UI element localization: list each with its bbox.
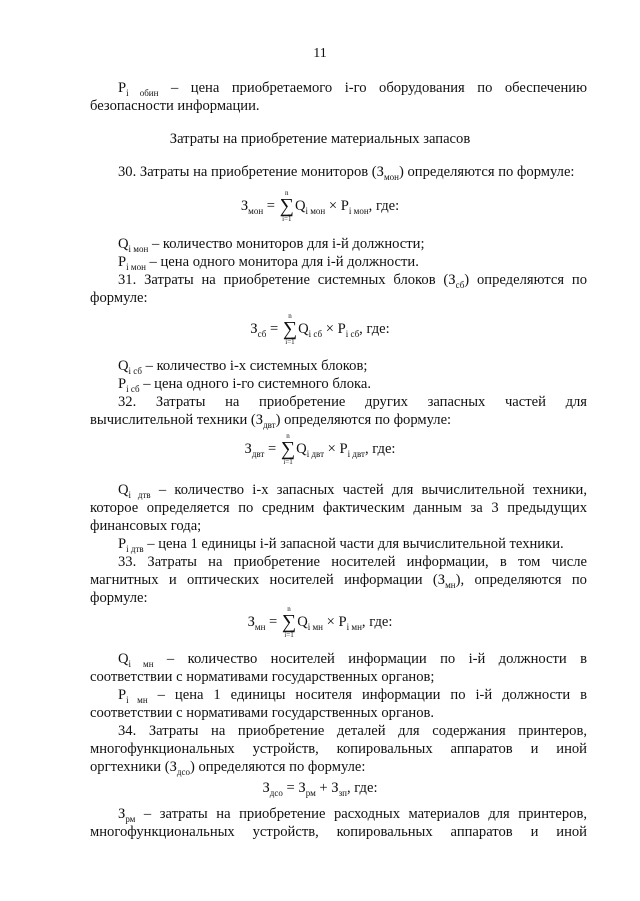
subscript: i обин xyxy=(126,87,159,98)
subscript: i сб xyxy=(345,328,360,339)
subscript: рм xyxy=(305,787,316,798)
text: вычислительной техники (З xyxy=(90,412,264,428)
text: 30. Затраты на приобретение мониторов (З xyxy=(118,164,384,180)
sigma: ∑ xyxy=(280,438,296,460)
sum-operator xyxy=(280,190,294,223)
text: ), определяются по xyxy=(455,572,587,588)
p32-line-1: 32. Затраты на приобретение других запасных частей для xyxy=(118,394,587,410)
subscript: зп xyxy=(338,787,347,798)
sum-lower: i=1 xyxy=(282,215,292,223)
subscript: двт xyxy=(251,448,265,459)
plus: + З xyxy=(315,780,339,796)
formula-lhs: З xyxy=(240,197,249,214)
p-symbol: P xyxy=(338,613,347,630)
p-symbol: P xyxy=(340,197,349,214)
text: – цена 1 единицы носителя информации по i-й должности в xyxy=(147,687,588,703)
subscript: мн xyxy=(445,579,456,590)
sum-lower: i=1 xyxy=(284,631,294,639)
formula-lhs: З xyxy=(262,780,270,796)
p-symbol: P xyxy=(337,320,346,337)
symbol: З xyxy=(118,806,126,822)
subscript: дсо xyxy=(176,766,190,777)
symbol: Q xyxy=(118,482,129,498)
p34-line-1: 34. Затраты на приобретение деталей для содержания принтеров, xyxy=(118,723,587,739)
subscript: рм xyxy=(125,813,136,824)
text: – затраты на приобретение расходных материалов для принтеров, xyxy=(135,806,587,822)
p31-line-2: формуле: xyxy=(90,290,148,306)
equals: = xyxy=(265,613,281,630)
text: – цена 1 единицы i-й запасной части для вычислительной техники. xyxy=(143,536,564,552)
subscript: двт xyxy=(263,419,276,430)
p33-line-3: формуле: xyxy=(90,590,148,606)
section-title: Затраты на приобретение материальных запасов xyxy=(169,131,471,147)
subscript: i сб xyxy=(126,383,140,394)
subscript: i дтв xyxy=(128,489,151,500)
formula-tail: , где: xyxy=(359,320,390,337)
p33-line-1: 33. Затраты на приобретение носителей информации, в том числе xyxy=(118,554,587,570)
text: магнитных и оптических носителей информации (З xyxy=(90,572,446,588)
sum-operator xyxy=(281,433,295,466)
sum-upper: n xyxy=(287,605,291,613)
subscript: мон xyxy=(248,205,264,216)
times: × xyxy=(322,320,338,337)
symbol: Q xyxy=(118,651,129,667)
symbol: P xyxy=(118,254,127,270)
formula-tail: , где: xyxy=(361,613,393,630)
text: ) определяются по формуле: xyxy=(275,412,452,428)
text: – количество мониторов для i-й должности; xyxy=(148,236,425,252)
sum-operator xyxy=(282,606,296,639)
text: ) определяются по формуле: xyxy=(189,759,366,775)
text: – количество i-х запасных частей для вычислительной техники, xyxy=(150,482,587,498)
sum-upper: n xyxy=(288,312,292,320)
sum-upper: n xyxy=(286,432,290,440)
symbol: P xyxy=(118,80,127,96)
p30-line-1 xyxy=(118,163,587,186)
p33-def-2-line-2: соответствии с нормативами государственных органов. xyxy=(90,705,435,721)
sum-lower: i=1 xyxy=(283,458,293,466)
symbol: Q xyxy=(118,236,129,252)
p32-def-1-line-3: финансовых года; xyxy=(90,518,202,534)
subscript: мн xyxy=(254,621,266,632)
subscript: дсо xyxy=(269,787,283,798)
subscript: i сб xyxy=(308,328,323,339)
formula-tail: , где: xyxy=(368,197,400,214)
subscript: сб xyxy=(257,328,267,339)
p-symbol: P xyxy=(339,440,348,457)
intro-line-2: безопасности информации. xyxy=(90,98,260,114)
equals: = xyxy=(266,320,282,337)
formula-monitors xyxy=(0,190,640,230)
formula-tail: , где: xyxy=(364,440,396,457)
formula-tail: , где: xyxy=(347,780,378,796)
text: оргтехники (З xyxy=(90,759,177,775)
symbol: Q xyxy=(118,358,129,374)
formula-lhs: З xyxy=(244,440,252,457)
text: ) определяются по формуле: xyxy=(399,164,575,180)
subscript: i сб xyxy=(128,365,142,376)
subscript: i мн xyxy=(126,694,148,705)
text: – цена приобретаемого i-го оборудования по обеспечению xyxy=(158,80,587,96)
times: × xyxy=(325,197,341,214)
symbol: P xyxy=(118,536,127,552)
q-symbol: Q xyxy=(298,320,309,337)
sum-upper: n xyxy=(285,189,289,197)
subscript: i мон xyxy=(305,205,326,216)
formula-lhs: З xyxy=(250,320,258,337)
equals: = xyxy=(264,440,280,457)
sigma: ∑ xyxy=(281,611,297,633)
sum-lower: i=1 xyxy=(285,338,295,346)
sum-operator xyxy=(283,313,297,346)
subscript: i мон xyxy=(126,261,146,272)
formula-system-blocks xyxy=(0,313,640,353)
equals: = З xyxy=(282,780,306,796)
sigma: ∑ xyxy=(282,318,298,340)
subscript: i двт xyxy=(306,448,325,459)
text: – количество i-х системных блоков; xyxy=(141,358,368,374)
text: – количество носителей информации по i-й должности в xyxy=(153,651,587,667)
text: 31. Затраты на приобретение системных блоков (З xyxy=(118,272,456,288)
q-symbol: Q xyxy=(297,613,308,630)
formula-lhs: З xyxy=(247,613,255,630)
subscript: i мн xyxy=(346,621,362,632)
formula-office-parts xyxy=(0,779,640,802)
times: × xyxy=(323,613,339,630)
subscript: i мон xyxy=(348,205,369,216)
p34-def-1-line-2: многофункциональных устройств, копировальных аппаратов и иной xyxy=(90,824,587,840)
page-number: 11 xyxy=(313,46,327,61)
p33-def-1-line-2: соответствии с нормативами государственных органов; xyxy=(90,669,435,685)
text: – цена одного i-го системного блока. xyxy=(139,376,372,392)
formula-media xyxy=(0,606,640,646)
subscript: i дтв xyxy=(126,543,144,554)
times: × xyxy=(324,440,340,457)
subscript: i мон xyxy=(128,243,149,254)
formula-spare-parts xyxy=(0,433,640,473)
q-symbol: Q xyxy=(296,440,307,457)
p32-line-2 xyxy=(90,411,587,434)
q-symbol: Q xyxy=(294,197,306,214)
p34-line-2: многофункциональных устройств, копировальных аппаратов и иной xyxy=(90,741,587,757)
subscript: i мн xyxy=(128,658,154,669)
subscript: сб xyxy=(455,279,465,290)
symbol: P xyxy=(118,376,127,392)
symbol: P xyxy=(118,687,127,703)
sigma: ∑ xyxy=(279,195,294,217)
text: – цена одного монитора для i-й должности. xyxy=(145,254,419,270)
p32-def-1-line-2: которое определяется по средним фактическим данным за 3 предыдущих xyxy=(90,500,587,516)
text: ) определяются по xyxy=(464,272,587,288)
subscript: i двт xyxy=(347,448,365,459)
subscript: мон xyxy=(383,171,399,182)
subscript: i мн xyxy=(307,621,323,632)
p34-line-3 xyxy=(90,758,587,781)
equals: = xyxy=(263,197,279,214)
